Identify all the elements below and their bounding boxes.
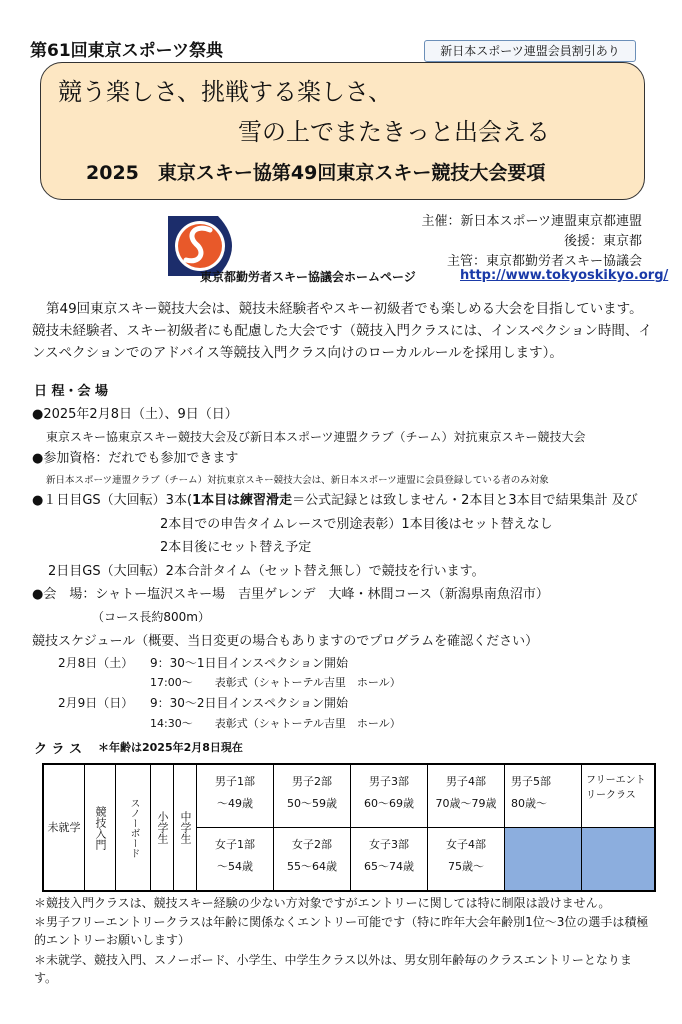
note-free-entry: ＊男子フリーエントリークラスは年齢に関係なくエントリー可能です（特に昨年大会年齢別1位〜3位の選手は積極的エントリーお願いします） [34, 915, 649, 947]
day1-prefix: ●１日目GS（大回転）3本( [32, 493, 193, 508]
eligibility: ●参加資格：だれでも参加できます [32, 451, 239, 466]
eligibility-note: 新日本スポーツ連盟クラブ（チーム）対抗東京スキー競技大会は、新日本スポーツ連盟に会員登録している者のみ対象 [46, 475, 549, 486]
day1-rules [32, 489, 638, 508]
class-cell-men-2 [274, 764, 351, 828]
event-title: 第61回東京スポーツ祭典 [30, 41, 223, 61]
intro-paragraph-2: 競技未経験者、スキー初級者にも配慮した大会です（競技入門クラスには、インスペクション時間、インスペクションでのアドバイス等競技入門クラス向けのローカルルールを採用します）。 [32, 323, 652, 361]
homepage-link[interactable]: http://www.tokyoskikyo.org/ [460, 268, 669, 283]
note-age-classes: ＊未就学、競技入門、スノーボード、小学生、中学生クラス以外は、男女別年齢毎のクラスエントリーとなります。 [34, 953, 632, 985]
saturday-inspection: 9：30〜1日目インスペクション開始 [150, 656, 348, 670]
class-name: 男子2部 [292, 775, 332, 788]
class-age: 70歳〜79歳 [435, 797, 497, 810]
class-cell-elementary: 小学生 [151, 764, 174, 891]
class-name: 女子4部 [446, 838, 486, 851]
class-age: 50〜59歳 [287, 797, 337, 810]
sunday-ceremony: 14:30〜 表彰式（シャトーテル吉里 ホール） [150, 717, 401, 730]
class-table [42, 763, 656, 892]
class-age: 〜54歳 [217, 860, 253, 873]
banner-line2: 雪の上でまたきっと出会える [238, 118, 550, 146]
class-age: 60〜69歳 [364, 797, 414, 810]
saturday-ceremony: 17:00〜 表彰式（シャトーテル吉里 ホール） [150, 676, 401, 689]
event-dates: ●2025年2月8日（土）、9日（日） [32, 407, 238, 422]
homepage-label: 東京都勤労者スキー協議会ホームページ [200, 270, 416, 284]
class-name: 女子2部 [292, 838, 332, 851]
class-cell-empty [582, 828, 656, 892]
class-name: 男子3部 [369, 775, 409, 788]
competition-name: 東京スキー協東京スキー競技大会及び新日本スポーツ連盟クラブ（チーム）対抗東京スキー競技大会 [46, 430, 586, 444]
class-age: 80歳〜 [511, 797, 547, 810]
schedule-heading: 日 程・会 場 [34, 384, 109, 399]
class-cell-empty [505, 828, 582, 892]
day1-rules-line2: 2本目での申告タイムレースで別途表彰）1本目後はセット替えなし [160, 517, 553, 532]
managing-organizer: 主管：東京都勤労者スキー協議会 [446, 254, 642, 269]
class-age: 55〜64歳 [287, 860, 337, 873]
venue: ●会 場：シャトー塩沢スキー場 吉里ゲレンデ 大峰・林間コース（新潟県南魚沼市） [32, 587, 549, 602]
age-reference-note: ＊年齢は2025年2月8日現在 [98, 741, 243, 754]
banner-line1: 競う楽しさ、挑戦する楽しさ、 [58, 78, 393, 106]
class-cell-women-1 [197, 828, 274, 892]
class-cell-men-3 [351, 764, 428, 828]
saturday-label: 2月8日（土） [58, 656, 134, 670]
class-cell-women-4 [428, 828, 505, 892]
day1-suffix: ＝公式記録とは致しません・2本目と3本目で結果集計 及び [292, 493, 638, 508]
class-name: 男子5部 [511, 775, 551, 788]
class-cell-men-5 [505, 764, 582, 828]
sunday-label: 2月9日（日） [58, 696, 134, 710]
class-cell-preschool: 未就学 [43, 764, 85, 891]
class-name: 女子3部 [369, 838, 409, 851]
race-schedule-heading: 競技スケジュール（概要、当日変更の場合もありますのでプログラムを確認ください） [32, 634, 539, 649]
host-organizer: 主催：新日本スポーツ連盟東京都連盟 [421, 214, 642, 229]
intro-text [32, 298, 652, 364]
class-cell-junior-high: 中学生 [174, 764, 197, 891]
class-name: 男子1部 [215, 775, 255, 788]
discount-badge: 新日本スポーツ連盟会員割引あり [424, 40, 636, 62]
day2-rules: 2日目GS（大回転）2本合計タイム（セット替え無し）で競技を行います。 [48, 564, 485, 579]
intro-paragraph-1: 第49回東京スキー競技大会は、競技未経験者やスキー初級者でも楽しめる大会を目指しています。 [46, 301, 643, 317]
support-organizer: 後援：東京都 [563, 234, 642, 249]
class-name: 女子1部 [215, 838, 255, 851]
class-age: 〜49歳 [217, 797, 253, 810]
note-beginner-class: ＊競技入門クラスは、競技スキー経験の少ない方対象ですがエントリーに関しては特に制限は設けません。 [34, 896, 611, 910]
classes-heading: ク ラ ス [34, 742, 83, 757]
day1-rules-line3: 2本目後にセット替え予定 [160, 540, 312, 555]
sunday-inspection: 9：30〜2日目インスペクション開始 [150, 696, 348, 710]
class-cell-snowboard: スノーボード [116, 764, 151, 891]
class-cell-men-1 [197, 764, 274, 828]
class-cell-women-3 [351, 828, 428, 892]
day1-practice-run: 1本目は練習滑走 [192, 493, 293, 508]
class-age: 75歳〜 [448, 860, 484, 873]
class-name: 男子4部 [446, 775, 486, 788]
class-cell-free-entry: フリーエントリークラス [582, 764, 656, 828]
course-length: （コース長約800m） [92, 610, 210, 624]
class-cell-men-4 [428, 764, 505, 828]
class-age: 65〜74歳 [364, 860, 414, 873]
class-cell-beginner: 競技入門 [85, 764, 116, 891]
banner-title: 2025 東京スキー協第49回東京スキー競技大会要項 [86, 162, 546, 184]
class-cell-women-2 [274, 828, 351, 892]
